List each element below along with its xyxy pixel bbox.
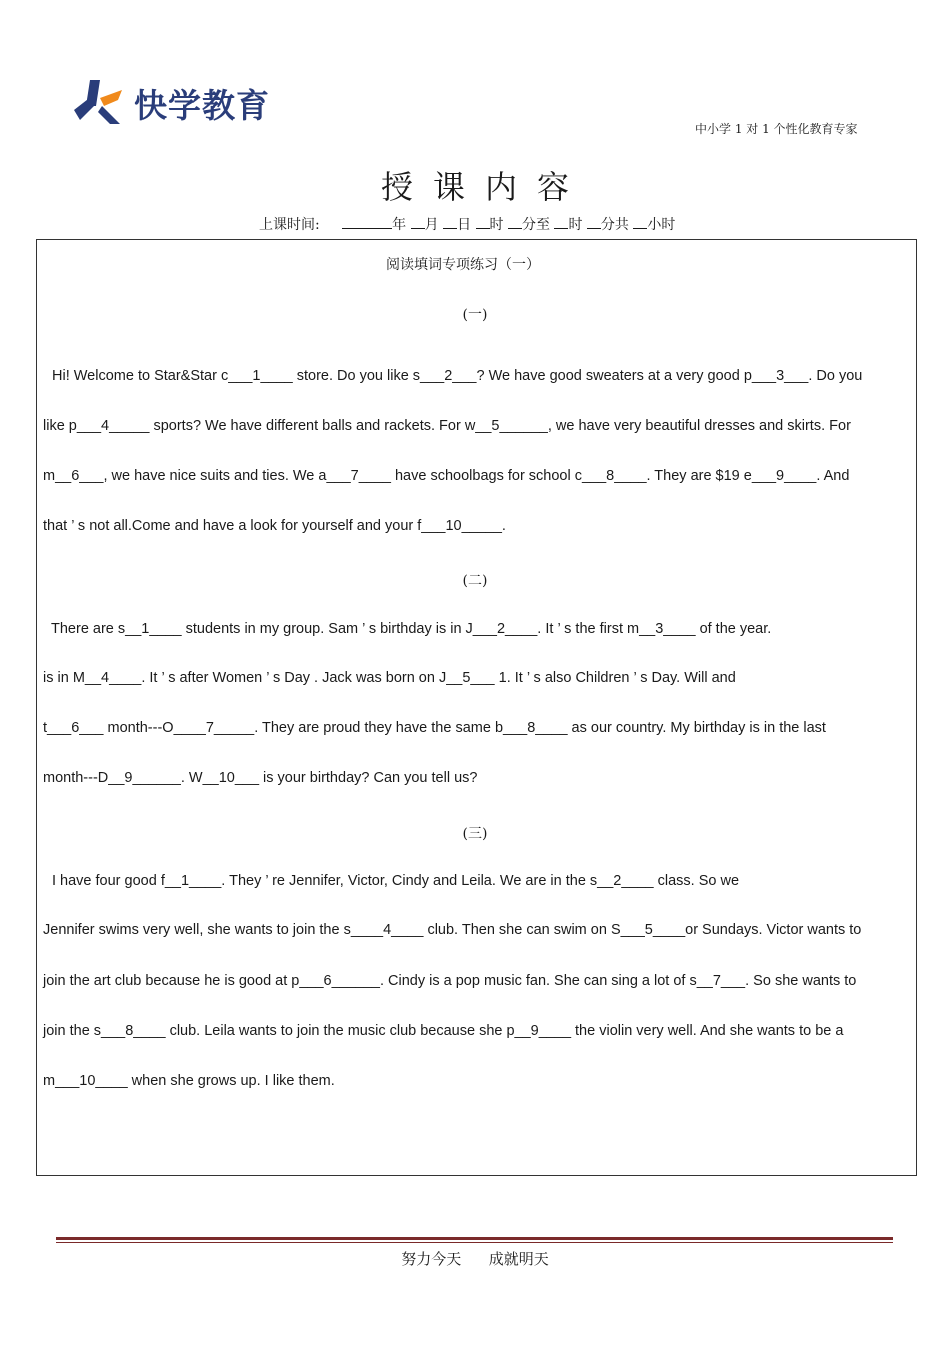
class-time-label: 上课时间: [259, 217, 320, 233]
passage-line: Hi! Welcome to Star&Star c___1____ store. Do you like s___2___? We have good sweaters at a very good p___3___. Do you [52, 368, 863, 384]
year-blank [342, 214, 392, 229]
passage-line: m__6___, we have nice suits and ties. We a___7____ have schoolbags for school c___8____. They are $19 e___9____. And [43, 468, 850, 484]
time-unit: 年 [392, 217, 407, 233]
passage-line: is in M__4____. It ’ s after Women ’ s Day . Jack was born on J__5___ 1. It ’ s also Children ’ s Day. Will and [43, 670, 736, 686]
tagline: 中小学 1 对 1 个性化教育专家 [695, 122, 858, 136]
passage-line: m___10____ when she grows up. I like them. [43, 1073, 335, 1089]
time-unit: 时 [568, 217, 583, 233]
passage-line: like p___4_____ sports? We have different balls and rackets. For w__5______, we have very beautiful dresses and skirts. For [43, 418, 851, 434]
logo-text: 快学教育 [134, 86, 270, 125]
month-blank [411, 214, 425, 229]
day-blank [443, 214, 457, 229]
end-minute-blank [587, 214, 601, 229]
passage-line: join the s___8____ club. Leila wants to join the music club because she p__9____ the violin very well. And she wants to be a [43, 1023, 844, 1039]
section-label: (三) [462, 826, 488, 842]
section-label: (一) [462, 307, 488, 323]
company-logo [72, 76, 312, 128]
footer-divider [56, 1242, 893, 1243]
footer-slogan-left: 努力今天 [401, 1250, 462, 1268]
time-unit: 日 [457, 217, 472, 233]
time-unit: 分共 [600, 217, 629, 233]
hour-blank [476, 214, 490, 229]
footer-divider [56, 1237, 893, 1240]
page-title: 授课内容 [380, 168, 589, 206]
time-unit: 时 [489, 217, 504, 233]
total-hours-blank [633, 214, 647, 229]
passage-line: join the art club because he is good at p___6______. Cindy is a pop music fan. She can sing a lot of s__7___. So she wants to [43, 973, 857, 989]
logo-mark-icon [72, 76, 132, 128]
section-label: (二) [462, 573, 488, 589]
passage-line: There are s__1____ students in my group. Sam ’ s birthday is in J___2____. It ’ s the first m__3____ of the year. [51, 621, 772, 637]
class-time-line [259, 214, 675, 234]
passage-line: that ’ s not all.Come and have a look for yourself and your f___10_____. [43, 518, 506, 534]
passage-line: month---D__9______. W__10___ is your birthday? Can you tell us? [43, 770, 478, 786]
minute-blank [508, 214, 522, 229]
time-unit: 分至 [521, 217, 550, 233]
footer-slogan [0, 1248, 950, 1269]
footer-slogan-right: 成就明天 [488, 1250, 549, 1268]
time-unit: 小时 [647, 217, 676, 233]
passage-line: Jennifer swims very well, she wants to join the s____4____ club. Then she can swim on S___5____or Sundays. Victor wants to [43, 922, 862, 938]
time-unit: 月 [424, 217, 439, 233]
end-hour-blank [554, 214, 568, 229]
exercise-title: 阅读填词专项练习（一） [386, 257, 540, 273]
passage-line: t___6___ month---O____7_____. They are proud they have the same b___8____ as our country. My birthday is in the last [43, 720, 826, 736]
passage-line: I have four good f__1____. They ’ re Jennifer, Victor, Cindy and Leila. We are in the s__2____ class. So we [52, 873, 740, 889]
